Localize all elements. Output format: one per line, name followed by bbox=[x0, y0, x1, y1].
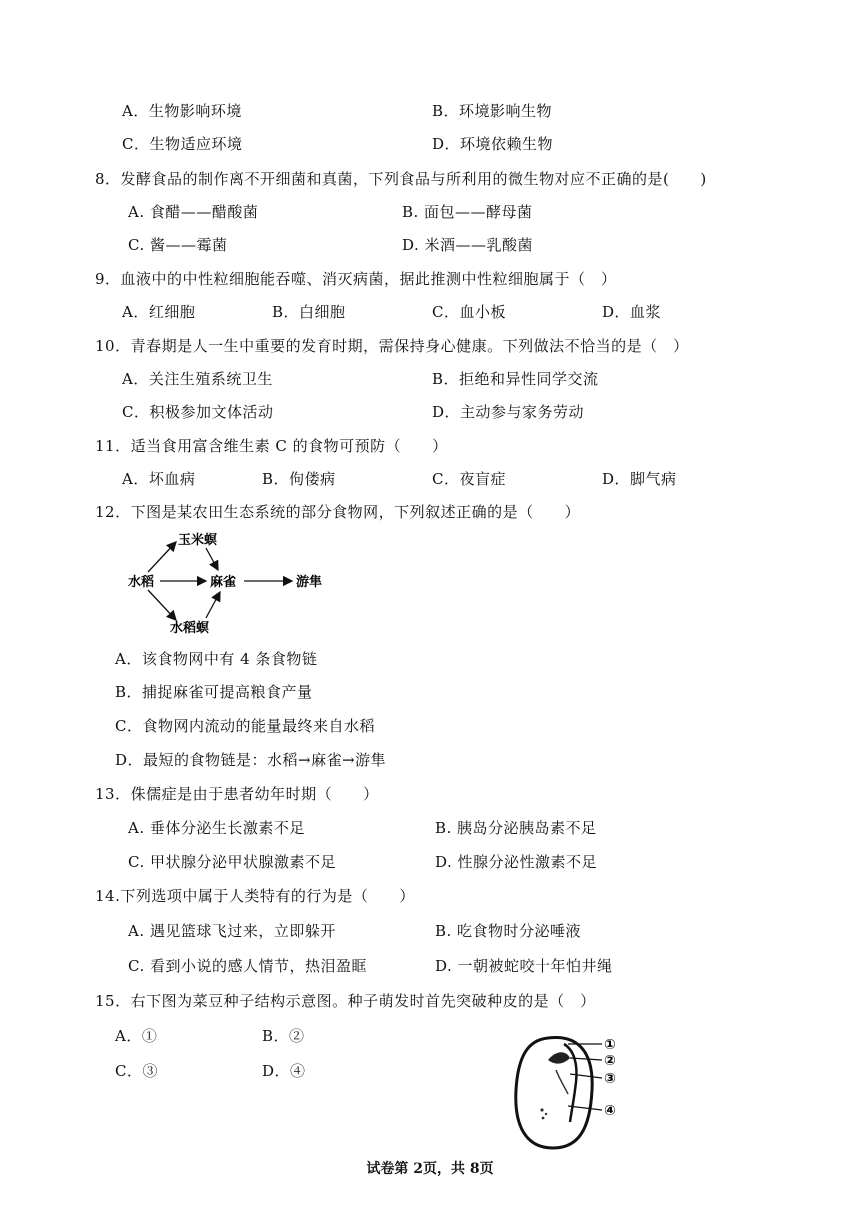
q11-option-b: B．佝偻病 bbox=[262, 470, 336, 488]
node-falcon: 游隼 bbox=[296, 575, 323, 590]
seed-label-3: ③ bbox=[604, 1071, 616, 1087]
q8-option-a: A. 食醋——醋酸菌 bbox=[128, 203, 259, 221]
q14-option-d: D. 一朝被蛇咬十年怕井绳 bbox=[435, 957, 613, 975]
q12-option-a: A．该食物网中有 4 条食物链 bbox=[115, 650, 318, 668]
embryo-axis bbox=[556, 1070, 568, 1094]
q10-option-c: C．积极参加文体活动 bbox=[122, 403, 274, 421]
q9-option-a: A．红细胞 bbox=[122, 303, 196, 321]
q11-option-d: D．脚气病 bbox=[602, 470, 677, 488]
q10-option-a: A．关注生殖系统卫生 bbox=[122, 370, 273, 388]
q13-option-c: C. 甲状腺分泌甲状腺激素不足 bbox=[128, 853, 336, 871]
arrow-rice-corn-borer bbox=[148, 542, 176, 572]
q10-stem: 10．青春期是人一生中重要的发育时期，需保持身心健康。下列做法不恰当的是（ ） bbox=[95, 337, 689, 355]
node-rice: 水稻 bbox=[128, 575, 155, 590]
node-rice-borer: 水稻螟 bbox=[170, 621, 210, 636]
arrow-rice-borer-sparrow bbox=[206, 592, 220, 618]
arrow-corn-borer-sparrow bbox=[206, 548, 218, 570]
q7-option-d: D．环境依赖生物 bbox=[432, 135, 554, 153]
q13-stem: 13．侏儒症是由于患者幼年时期（ ） bbox=[95, 785, 379, 803]
q13-option-d: D. 性腺分泌性激素不足 bbox=[435, 853, 598, 871]
q8-option-c: C. 酱——霉菌 bbox=[128, 236, 228, 254]
embryo-plumule bbox=[548, 1052, 570, 1063]
q14-stem: 14.下列选项中属于人类特有的行为是（ ） bbox=[95, 887, 415, 905]
q11-option-c: C．夜盲症 bbox=[432, 470, 506, 488]
q7-option-a: A．生物影响环境 bbox=[122, 102, 242, 120]
q14-option-c: C. 看到小说的感人情节，热泪盈眶 bbox=[128, 957, 367, 975]
q14-option-a: A. 遇见篮球飞过来，立即躲开 bbox=[128, 922, 336, 940]
q11-option-a: A．坏血病 bbox=[122, 470, 196, 488]
q15-option-c: C．③ bbox=[115, 1062, 158, 1080]
q13-option-b: B. 胰岛分泌胰岛素不足 bbox=[435, 819, 597, 837]
seed-label-2: ② bbox=[604, 1053, 616, 1069]
q14-option-b: B. 吃食物时分泌唾液 bbox=[435, 922, 582, 940]
q15-option-d: D．④ bbox=[262, 1062, 306, 1080]
q7-option-c: C．生物适应环境 bbox=[122, 135, 243, 153]
seed-label-4: ④ bbox=[604, 1103, 616, 1119]
q7-option-b: B．环境影响生物 bbox=[432, 102, 553, 120]
seed-coat-outline bbox=[516, 1037, 592, 1148]
q8-stem: 8．发酵食品的制作离不开细菌和真菌，下列食品与所利用的微生物对应不正确的是( ) bbox=[95, 170, 707, 188]
food-web-diagram bbox=[120, 528, 360, 640]
q13-option-a: A. 垂体分泌生长激素不足 bbox=[128, 819, 305, 837]
q8-option-d: D. 米酒——乳酸菌 bbox=[402, 236, 534, 254]
q12-option-b: B．捕捉麻雀可提高粮食产量 bbox=[115, 683, 313, 701]
q12-option-d: D．最短的食物链是：水稻→麻雀→游隼 bbox=[115, 751, 387, 769]
q15-option-a: A．① bbox=[115, 1027, 158, 1045]
q9-option-d: D．血浆 bbox=[602, 303, 662, 321]
node-corn-borer: 玉米螟 bbox=[178, 533, 218, 548]
q9-option-c: C．血小板 bbox=[432, 303, 506, 321]
q10-option-b: B．拒绝和异性同学交流 bbox=[432, 370, 599, 388]
page-footer: 试卷第 2页，共 8页 bbox=[366, 1161, 494, 1177]
q8-option-b: B. 面包——酵母菌 bbox=[402, 203, 533, 221]
q12-option-c: C．食物网内流动的能量最终来自水稻 bbox=[115, 717, 375, 735]
q15-stem: 15．右下图为菜豆种子结构示意图。种子萌发时首先突破种皮的是（ ） bbox=[95, 992, 596, 1010]
node-sparrow: 麻雀 bbox=[210, 575, 237, 590]
q9-stem: 9．血液中的中性粒细胞能吞噬、消灭病菌，据此推测中性粒细胞属于（ ） bbox=[95, 270, 617, 288]
q15-option-b: B．② bbox=[262, 1027, 305, 1045]
bean-seed-diagram bbox=[508, 1030, 638, 1155]
q9-option-b: B．白细胞 bbox=[272, 303, 346, 321]
q12-stem: 12．下图是某农田生态系统的部分食物网，下列叙述正确的是（ ） bbox=[95, 503, 581, 521]
q10-option-d: D．主动参与家务劳动 bbox=[432, 403, 585, 421]
seed-label-1: ① bbox=[604, 1037, 616, 1053]
arrow-rice-rice-borer bbox=[148, 590, 176, 620]
q11-stem: 11．适当食用富含维生素 C 的食物可预防（ ） bbox=[95, 437, 448, 455]
